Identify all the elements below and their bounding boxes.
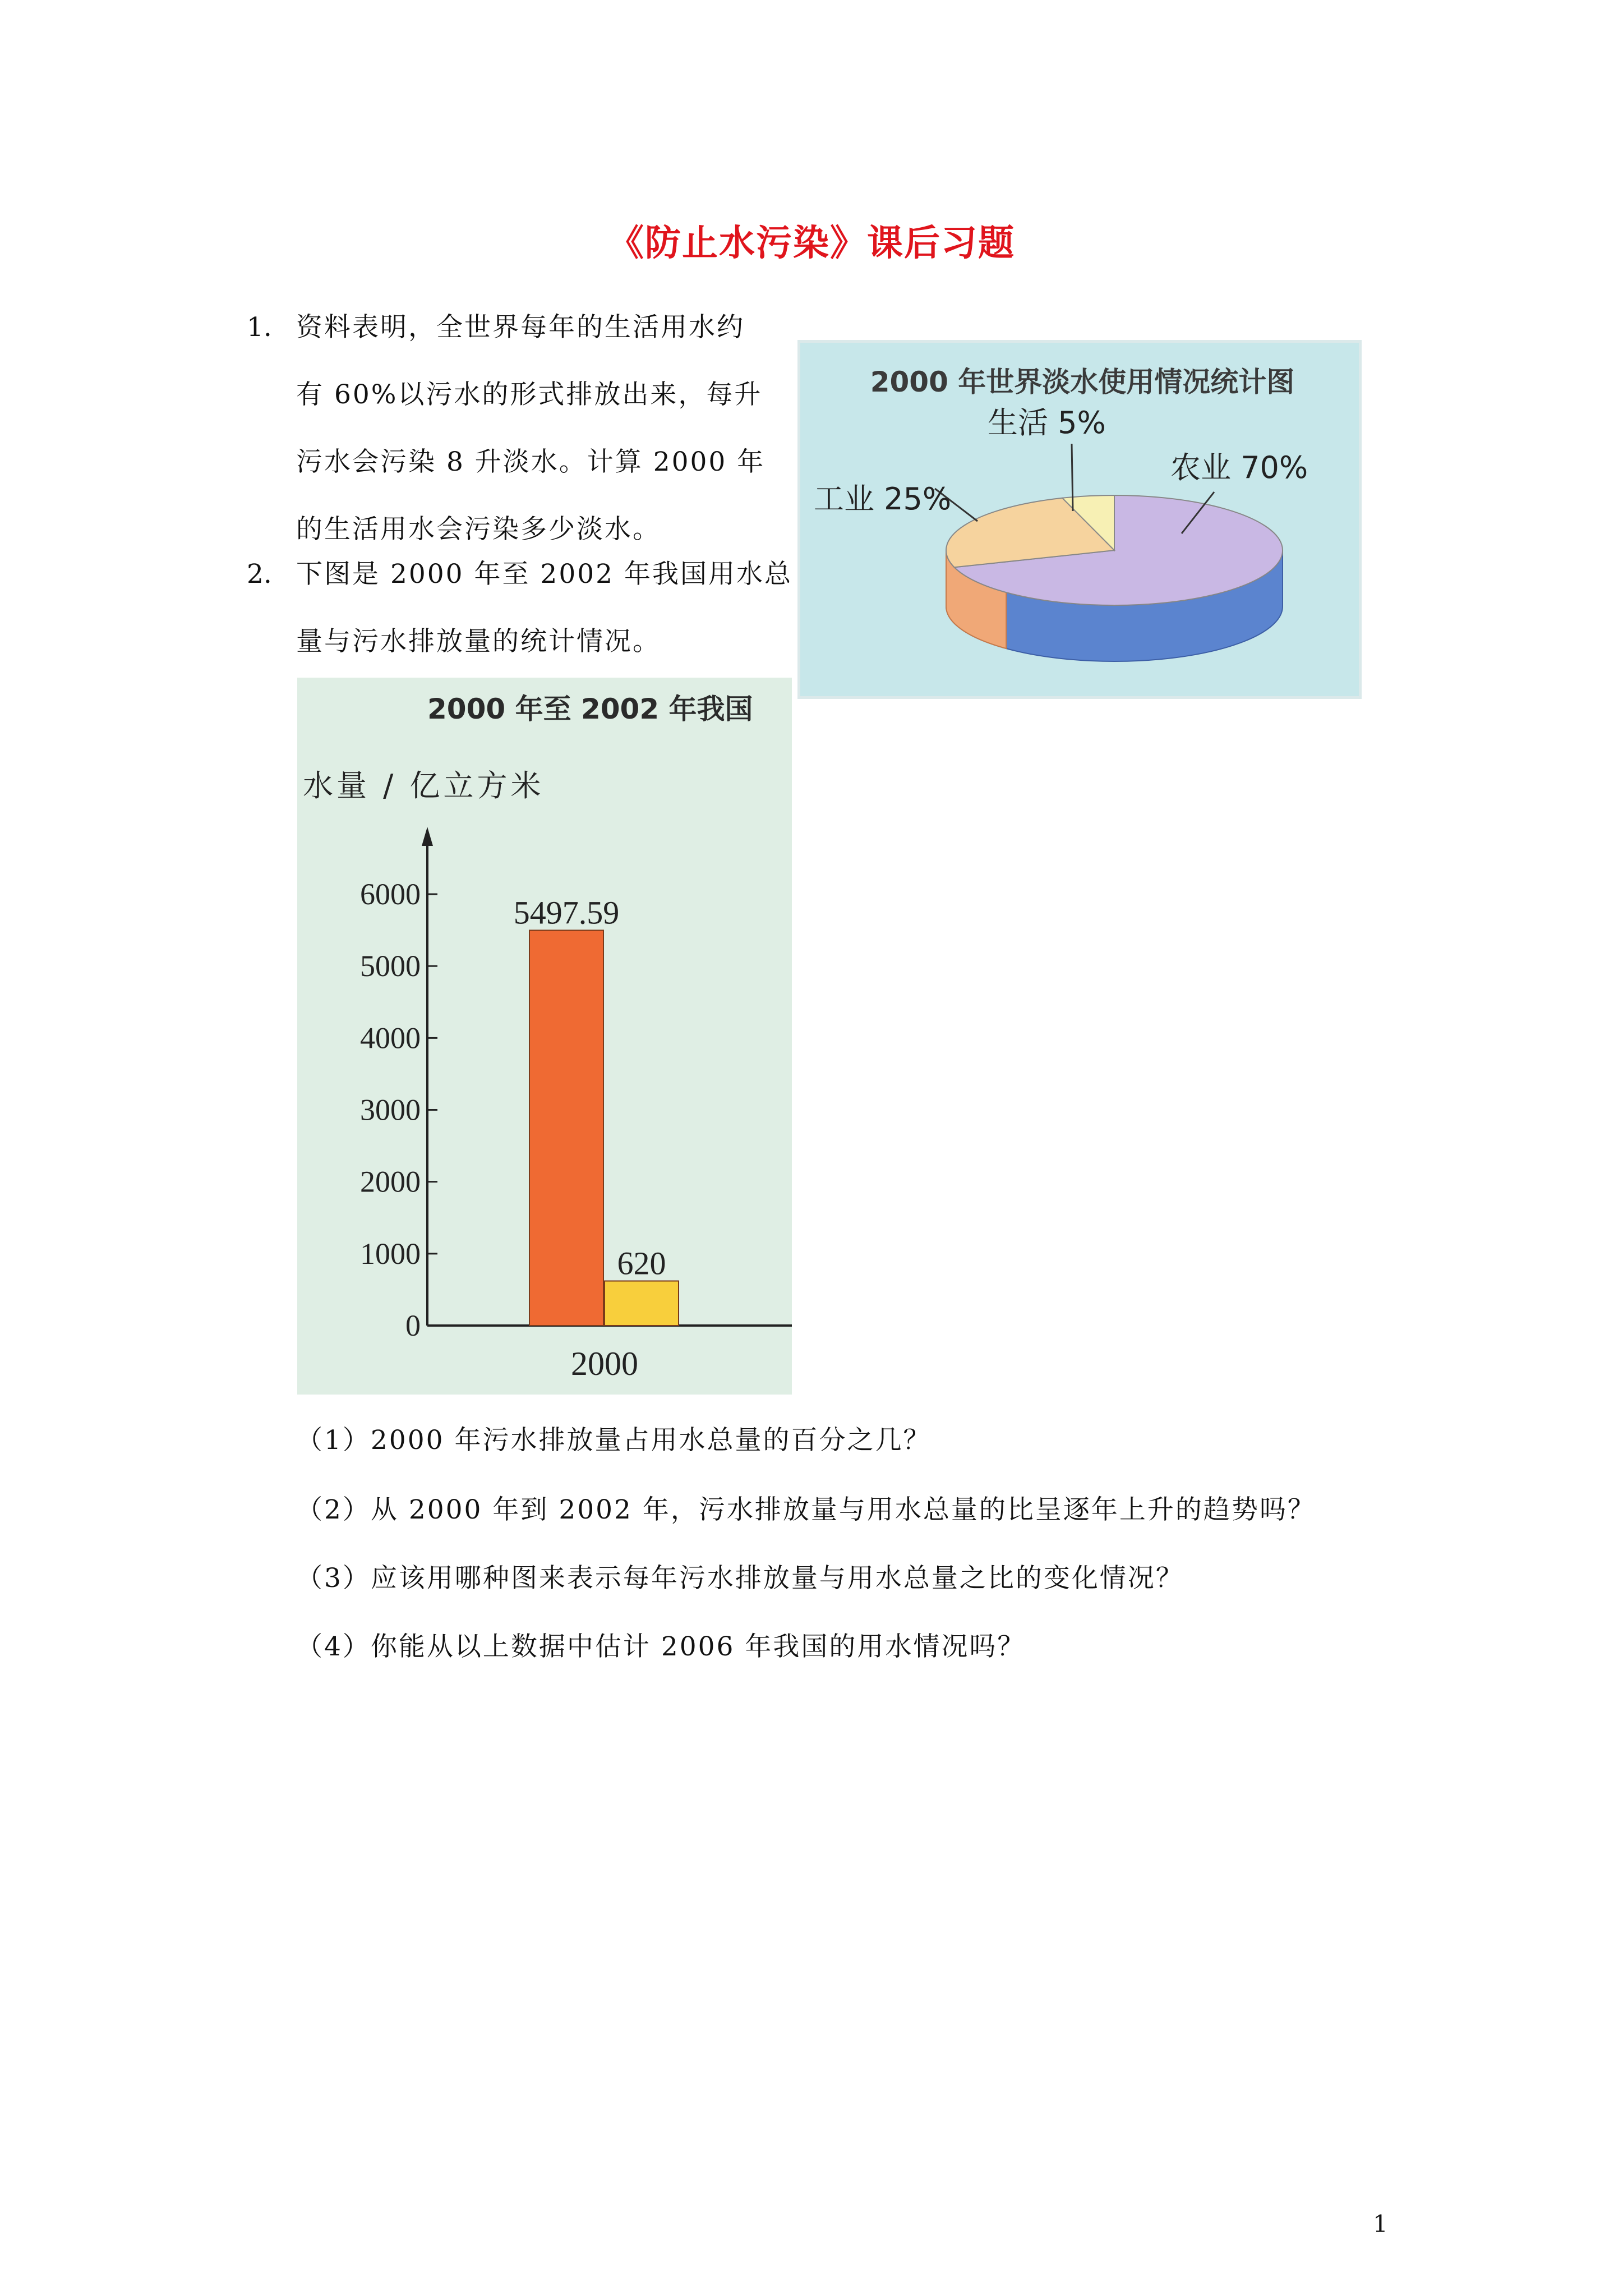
q1-line: 污水会污染 8 升淡水。计算 2000 年 — [296, 447, 766, 477]
pie-label-industry: 工业 25% — [814, 481, 952, 517]
q1-line: 有 60%以污水的形式排放出来，每升 — [296, 379, 763, 410]
sub-question-2: （2）从 2000 年到 2002 年，污水排放量与用水总量的比呈逐年上升的趋势吗？ — [296, 1494, 1316, 1525]
bar-wastewater — [605, 1281, 679, 1326]
page-number: 1 — [1373, 2210, 1388, 2238]
q1-text — [296, 294, 765, 563]
q2-text — [296, 541, 792, 675]
bar-value-label: 5497.59 — [513, 894, 620, 931]
q1-line: 资料表明，全世界每年的生活用水约 — [296, 312, 745, 343]
page-title: 《防止水污染》课后习题 — [608, 222, 1015, 264]
y-tick-label: 2000 — [360, 1165, 421, 1199]
sub-question-3: （3）应该用哪种图来表示每年污水排放量与用水总量之比的变化情况？ — [296, 1563, 1184, 1594]
pie-chart-title: 2000 年世界淡水使用情况统计图 — [870, 366, 1295, 398]
y-tick-label: 4000 — [360, 1021, 421, 1055]
pie-chart-figure — [797, 340, 1362, 699]
q2-line: 下图是 2000 年至 2002 年我国用水总 — [296, 559, 792, 590]
bar-water-total — [529, 930, 603, 1326]
bar-chart-ylabel: 水量 / 亿立方米 — [303, 768, 545, 803]
y-tick-label: 0 — [405, 1309, 421, 1342]
pie-leader-life — [1072, 444, 1073, 511]
bar-chart — [297, 678, 792, 1395]
x-category-label: 2000 — [571, 1345, 638, 1382]
sub-question-4: （4）你能从以上数据中估计 2006 年我国的用水情况吗？ — [296, 1631, 1026, 1662]
pie-label-agriculture: 农业 70% — [1170, 450, 1308, 485]
q1-number: 1. — [247, 312, 272, 343]
y-axis-arrow — [422, 827, 433, 846]
bar-value-label: 620 — [617, 1245, 666, 1282]
q2-line: 量与污水排放量的统计情况。 — [296, 626, 661, 657]
q2-number: 2. — [247, 559, 272, 590]
y-tick-label: 3000 — [360, 1093, 421, 1127]
y-tick-label: 5000 — [360, 949, 421, 983]
bar-chart-title: 2000 年至 2002 年我国 — [427, 693, 753, 725]
pie-chart — [800, 343, 1364, 702]
pie-label-life: 生活 5% — [988, 405, 1106, 440]
y-tick-label: 6000 — [360, 877, 421, 911]
bar-chart-figure — [297, 678, 792, 1395]
sub-question-1: （1）2000 年污水排放量占用水总量的百分之几？ — [296, 1425, 932, 1456]
q1-line: 的生活用水会污染多少淡水。 — [296, 514, 661, 545]
y-tick-label: 1000 — [360, 1236, 421, 1271]
